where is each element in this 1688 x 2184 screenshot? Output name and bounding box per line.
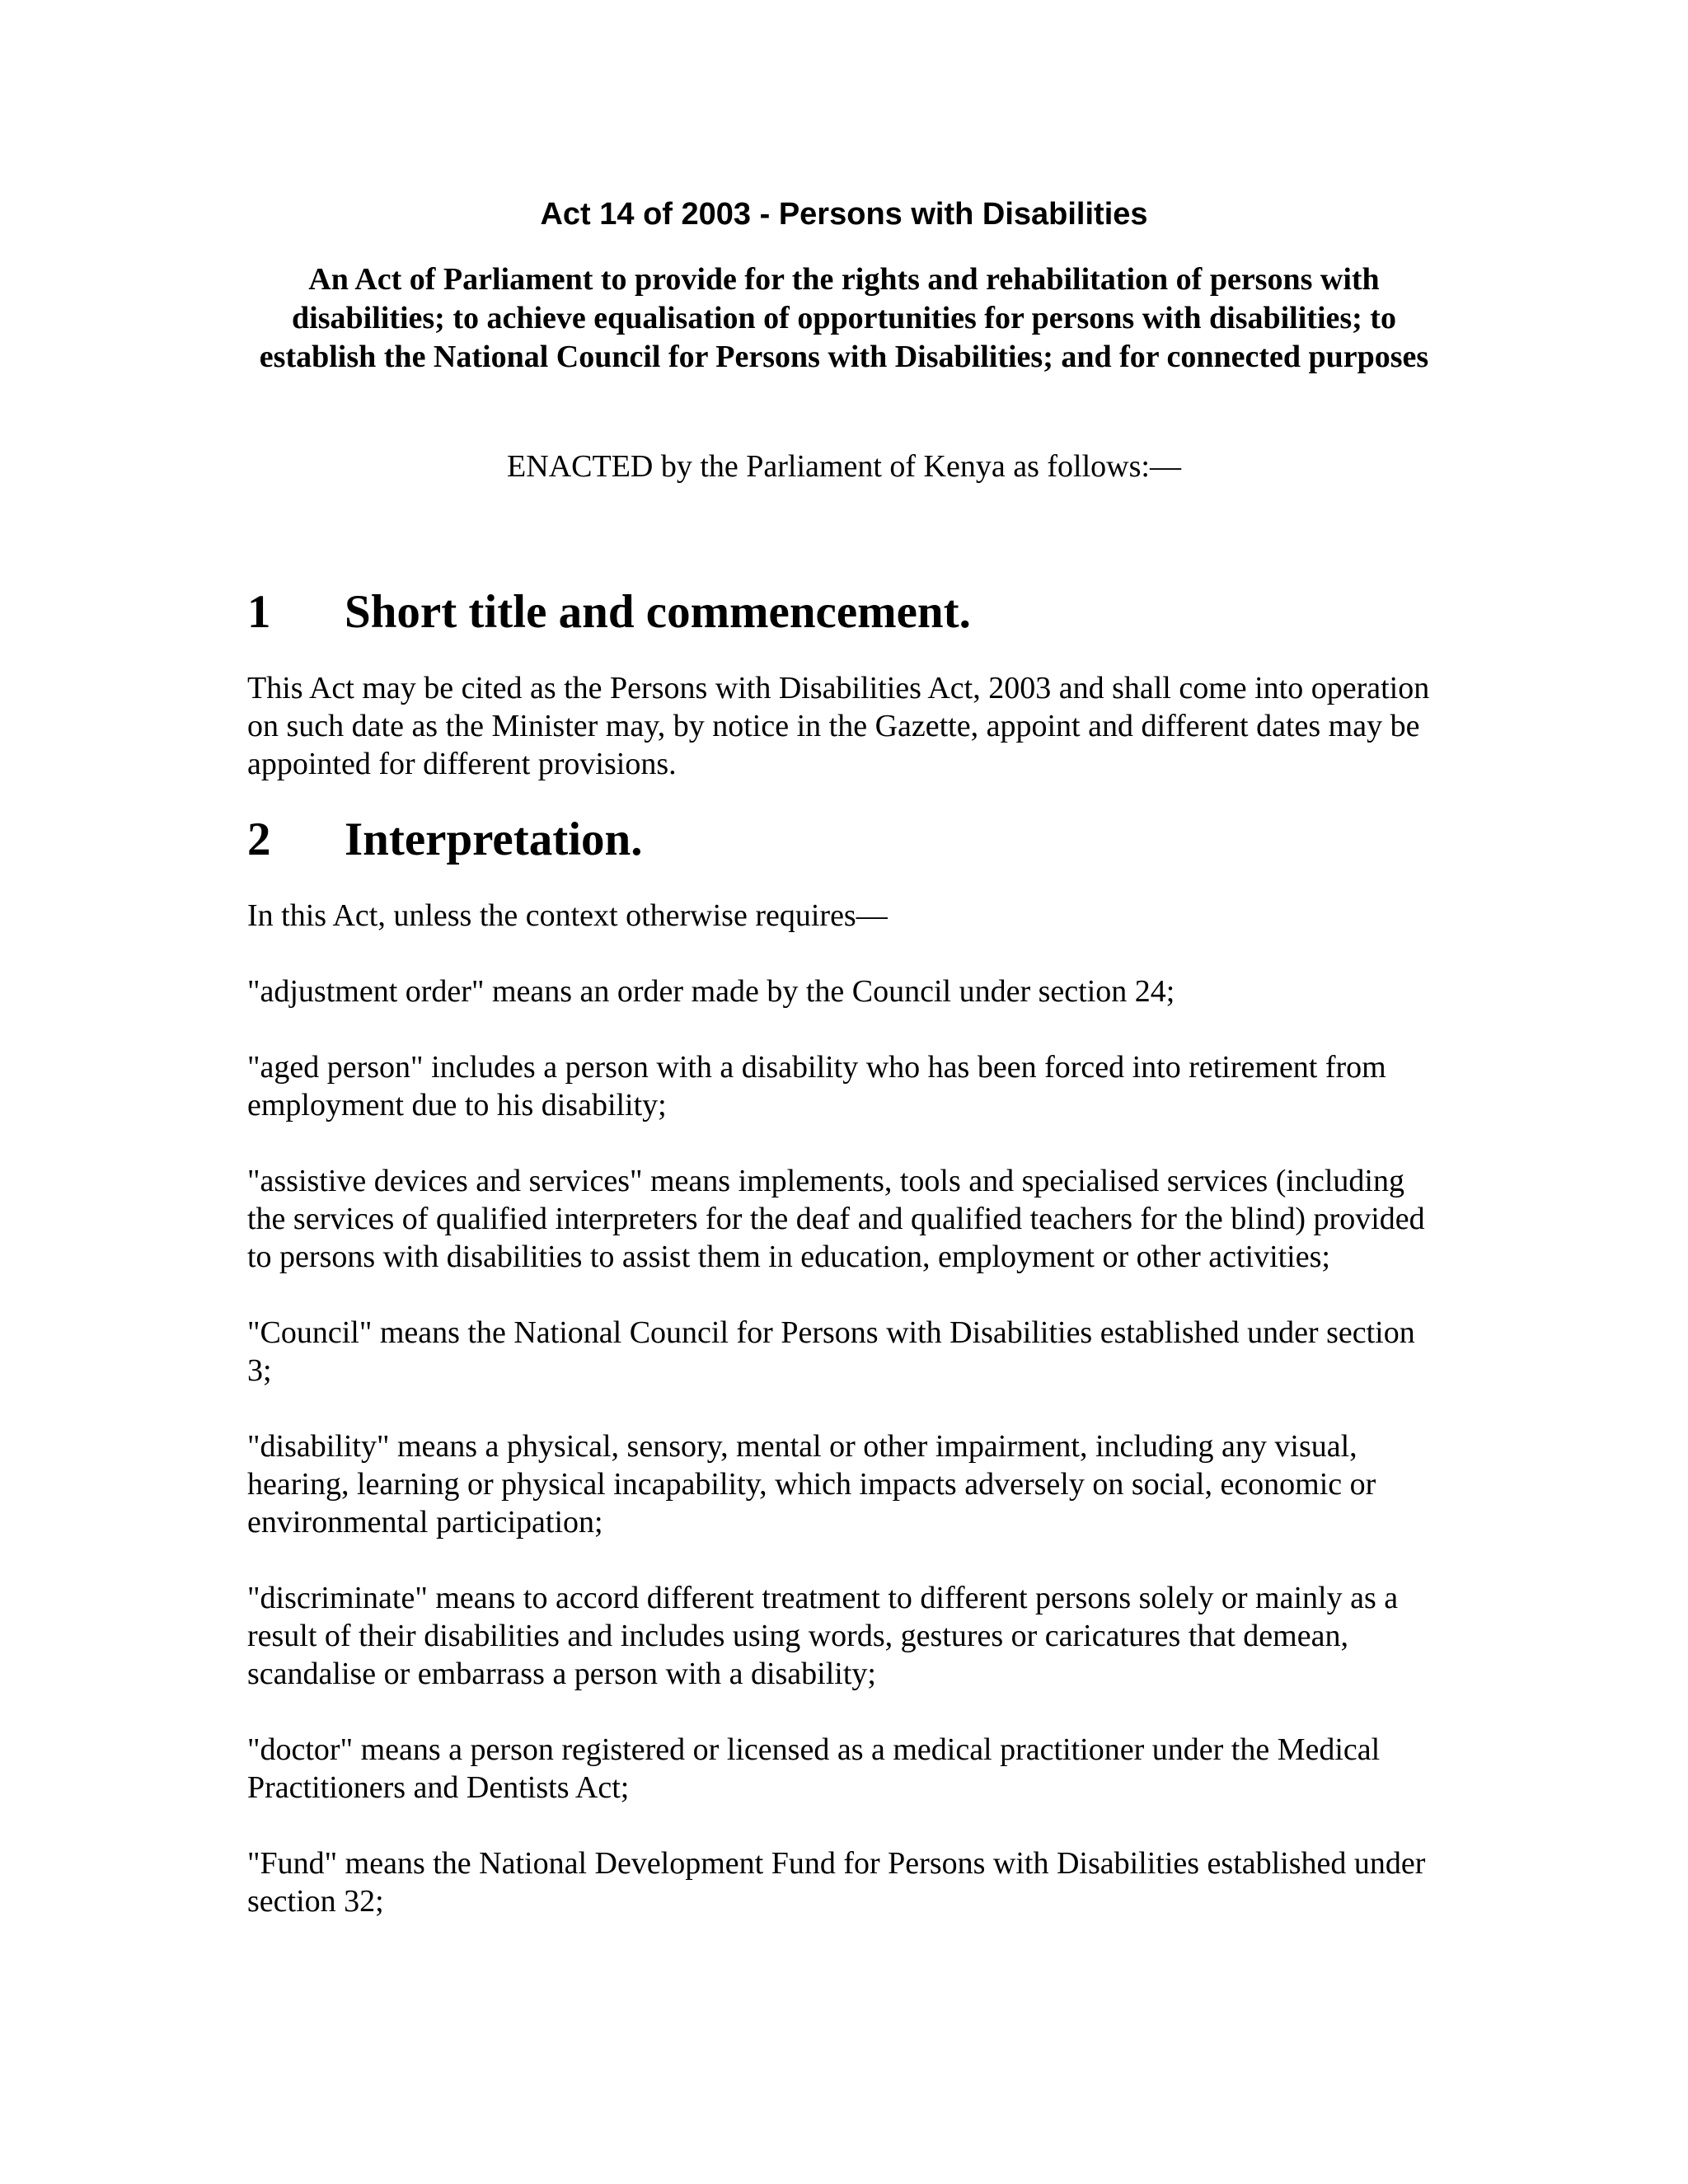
definition-paragraph: "Fund" means the National Development Fund for Persons with Disabilities established under section 32; [247, 1846, 1426, 1919]
section-title: Interpretation. [345, 813, 643, 865]
enacting-clause: ENACTED by the Parliament of Kenya as follows:— [507, 449, 1181, 484]
long-title: An Act of Parliament to provide for the rights and rehabilitation of persons with disabilities; to achieve equalisation of opportunities for persons with disabilities; to establish the National Council for Persons with Disabilities; and for connected purposes [259, 262, 1429, 374]
document-body [247, 586, 1442, 1958]
section-heading [247, 813, 1442, 865]
paragraph: In this Act, unless the context otherwise requires— [247, 898, 888, 933]
section-2 [247, 813, 1442, 1920]
section-number: 1 [247, 586, 271, 638]
definition-paragraph: "aged person" includes a person with a disability who has been forced into retirement from employment due to his disability; [247, 1050, 1386, 1122]
section-number: 2 [247, 813, 271, 865]
definition-paragraph: "discriminate" means to accord different treatment to different persons solely or mainly as a result of their disabilities and includes using words, gestures or caricatures that demean, scandalise or embarrass a person with a disability; [247, 1581, 1399, 1691]
definition-paragraph: "adjustment order" means an order made by the Council under section 24; [247, 974, 1175, 1009]
definition-paragraph: "Council" means the National Council for Persons with Disabilities established under section 3; [247, 1315, 1415, 1388]
section-heading [247, 586, 1442, 638]
section-title: Short title and commencement. [345, 586, 971, 638]
document-title: Act 14 of 2003 - Persons with Disabilities [540, 197, 1148, 232]
paragraph: This Act may be cited as the Persons with Disabilities Act, 2003 and shall come into operation on such date as the Minister may, by notice in the Gazette, appoint and different dates may be appointed for different provisions. [247, 671, 1430, 781]
section-1 [247, 586, 1442, 783]
definition-paragraph: "assistive devices and services" means implements, tools and specialised services (including the services of qualified interpreters for the deaf and qualified teachers for the blind) provided to persons with disabilities to assist them in education, employment or other activities; [247, 1164, 1425, 1274]
definition-paragraph: "disability" means a physical, sensory, mental or other impairment, including any visual, hearing, learning or physical incapability, which impacts adversely on social, economic or environmental participation; [247, 1429, 1376, 1540]
definition-paragraph: "doctor" means a person registered or licensed as a medical practitioner under the Medical Practitioners and Dentists Act; [247, 1732, 1381, 1805]
